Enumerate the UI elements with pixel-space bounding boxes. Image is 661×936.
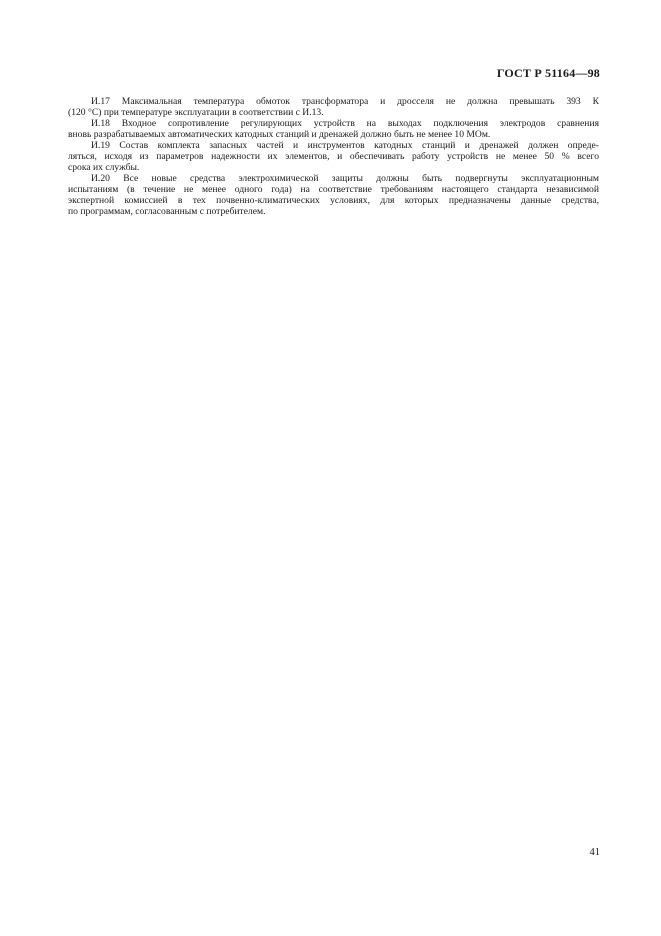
paragraph-i17 (68, 96, 599, 118)
text-line: срока их службы. (68, 162, 140, 173)
paragraph-i19 (68, 140, 599, 173)
document-body (68, 96, 599, 217)
text-line: ляться, исходя из параметров надежности их элементов, и обеспечивать работу устройств не менее 50 % всего (68, 151, 599, 162)
standard-designation: ГОСТ Р 51164—98 (496, 66, 600, 80)
text-line: вновь разрабатываемых автоматических катодных станций и дренажей должно быть не менее 10 МОм. (68, 129, 491, 140)
paragraph-i18 (68, 118, 599, 140)
text-line: по программам, согласованным с потребителем. (68, 206, 266, 217)
text-line: И.17 Максимальная температура обмоток трансформатора и дросселя не должна превышать 393 К (91, 96, 599, 107)
text-line: И.20 Все новые средства электрохимической защиты должны быть подвергнуты эксплуатационным (91, 173, 599, 184)
text-line: И.19 Состав комплекта запасных частей и инструментов катодных станций и дренажей должен опреде- (91, 140, 599, 151)
text-line: экспертной комиссией в тех почвенно-климатических условиях, для которых предназначены данные средства, (68, 195, 599, 206)
text-line: (120 °С) при температуре эксплуатации в соответствии с И.13. (68, 107, 324, 118)
text-line: испытаниям (в течение не менее одного года) на соответствие требованиям настоящего стандарта независимой (68, 184, 599, 195)
page-number: 41 (589, 847, 600, 858)
text-line: И.18 Входное сопротивление регулирующих устройств на выходах подключения электродов сравнения (91, 118, 599, 129)
paragraph-i20 (68, 173, 599, 217)
